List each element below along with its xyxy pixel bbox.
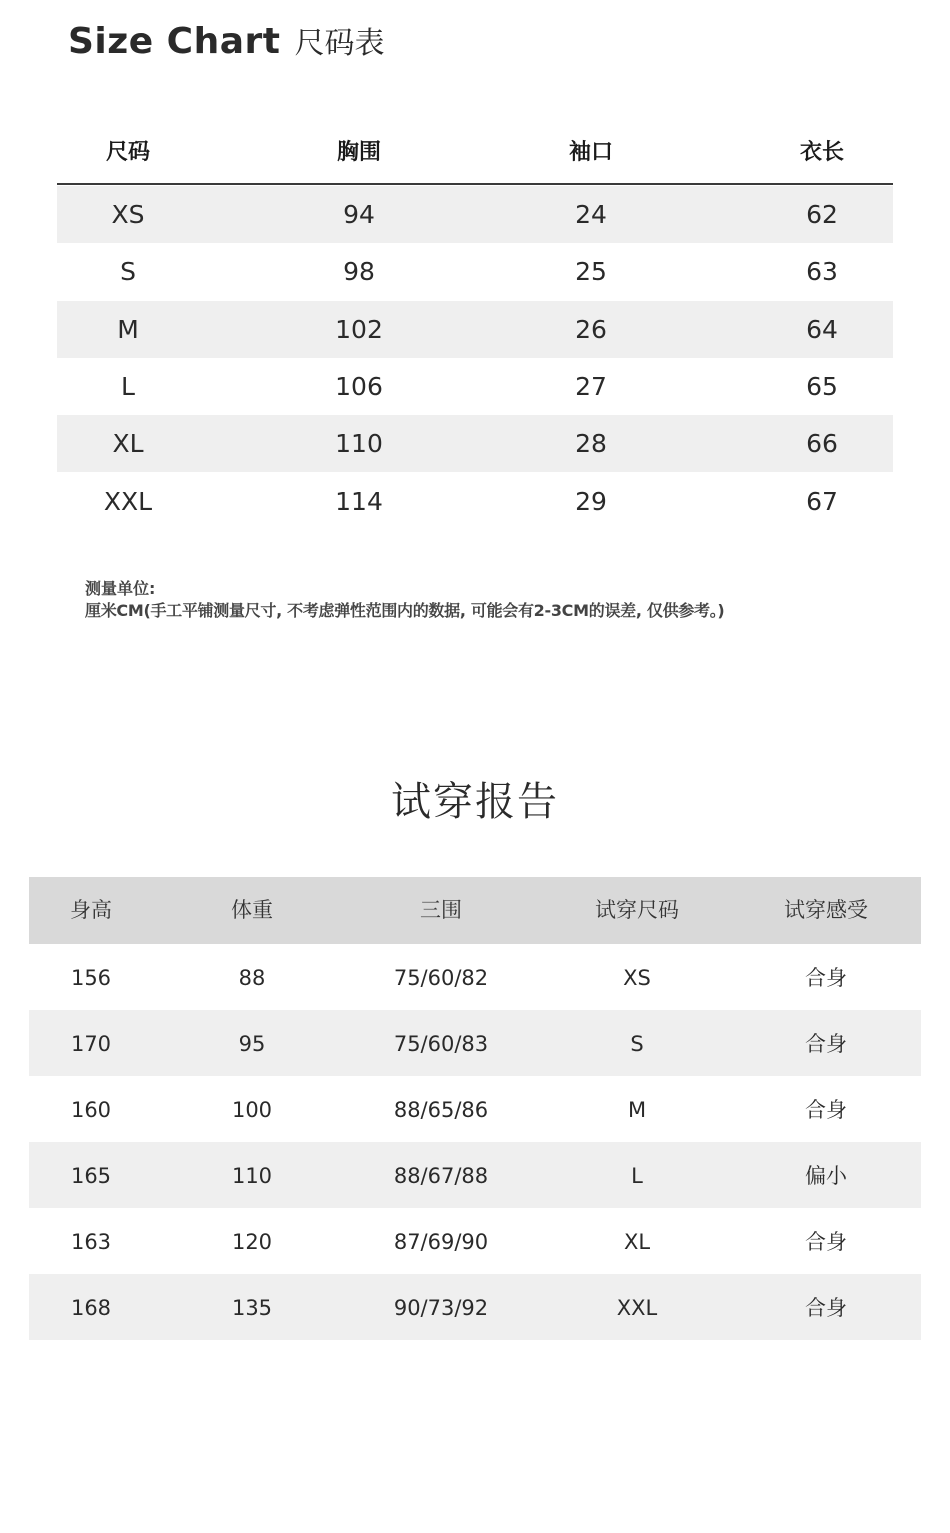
cell-length: 67 bbox=[806, 486, 838, 516]
cell-length: 66 bbox=[806, 429, 838, 459]
cell-size: M bbox=[117, 314, 139, 344]
cell-cuff: 24 bbox=[575, 200, 607, 230]
header-height: 身高 bbox=[70, 898, 112, 922]
cell-measurements: 88/65/86 bbox=[393, 1098, 489, 1122]
cell-length: 65 bbox=[806, 372, 838, 402]
cell-chest: 102 bbox=[335, 314, 383, 344]
header-size: 尺码 bbox=[105, 140, 150, 165]
cell-measurements: 75/60/83 bbox=[393, 1032, 489, 1056]
size-chart-header bbox=[57, 118, 893, 185]
cell-size: XL bbox=[112, 429, 144, 459]
header-weight: 体重 bbox=[231, 898, 273, 922]
table-row bbox=[29, 1274, 921, 1340]
cell-fit-feeling: 合身 bbox=[805, 966, 847, 990]
cell-cuff: 25 bbox=[575, 257, 607, 287]
measurement-note-text: 厘米CM(手工平铺测量尺寸, 不考虑弹性范围内的数据, 可能会有2-3CM的误差, 仅供参考。) bbox=[85, 601, 725, 620]
cell-height: 170 bbox=[70, 1032, 112, 1056]
cell-tried-size: XS bbox=[623, 966, 651, 990]
cell-fit-feeling: 合身 bbox=[805, 1230, 847, 1254]
cell-weight: 95 bbox=[238, 1032, 266, 1056]
cell-cuff: 27 bbox=[575, 372, 607, 402]
cell-size: S bbox=[120, 257, 136, 287]
cell-chest: 106 bbox=[335, 372, 383, 402]
size-chart-title-cn: 尺码表 bbox=[294, 26, 385, 61]
header-chest: 胸围 bbox=[336, 140, 381, 165]
header-measurements: 三围 bbox=[420, 898, 462, 922]
cell-weight: 100 bbox=[231, 1098, 273, 1122]
cell-tried-size: M bbox=[627, 1098, 647, 1122]
cell-fit-feeling: 合身 bbox=[805, 1296, 847, 1320]
table-row bbox=[57, 243, 893, 300]
try-on-report-title: 试穿报告 bbox=[391, 779, 559, 825]
table-row bbox=[57, 415, 893, 472]
cell-size: L bbox=[121, 372, 135, 402]
size-chart-table bbox=[57, 118, 893, 530]
cell-measurements: 90/73/92 bbox=[393, 1296, 489, 1320]
table-row bbox=[57, 301, 893, 358]
table-row bbox=[57, 358, 893, 415]
cell-chest: 98 bbox=[343, 257, 375, 287]
size-chart-title-en: Size Chart bbox=[68, 21, 281, 62]
cell-length: 64 bbox=[806, 314, 838, 344]
cell-weight: 135 bbox=[231, 1296, 273, 1320]
cell-fit-feeling: 合身 bbox=[805, 1098, 847, 1122]
header-fit-feeling: 试穿感受 bbox=[784, 898, 868, 922]
table-row bbox=[57, 472, 893, 529]
cell-tried-size: XL bbox=[623, 1230, 651, 1254]
table-row bbox=[29, 1076, 921, 1142]
try-on-header bbox=[29, 877, 921, 944]
header-tried-size: 试穿尺码 bbox=[595, 898, 679, 922]
cell-cuff: 28 bbox=[575, 429, 607, 459]
table-row bbox=[29, 1208, 921, 1274]
size-chart-body bbox=[57, 186, 893, 530]
table-row bbox=[29, 1142, 921, 1208]
cell-length: 63 bbox=[806, 257, 838, 287]
cell-measurements: 88/67/88 bbox=[393, 1164, 489, 1188]
cell-chest: 114 bbox=[335, 486, 383, 516]
measurement-note bbox=[85, 578, 724, 622]
cell-tried-size: S bbox=[630, 1032, 644, 1056]
cell-cuff: 26 bbox=[575, 314, 607, 344]
cell-fit-feeling: 合身 bbox=[805, 1032, 847, 1056]
cell-chest: 94 bbox=[343, 200, 375, 230]
measurement-note-label: 测量单位: bbox=[85, 579, 156, 598]
cell-height: 156 bbox=[70, 966, 112, 990]
try-on-body bbox=[29, 944, 921, 1340]
cell-weight: 88 bbox=[238, 966, 266, 990]
try-on-table bbox=[29, 877, 921, 1340]
cell-tried-size: XXL bbox=[616, 1296, 658, 1320]
cell-height: 160 bbox=[70, 1098, 112, 1122]
cell-height: 168 bbox=[70, 1296, 112, 1320]
cell-size: XS bbox=[111, 200, 145, 230]
cell-chest: 110 bbox=[335, 429, 383, 459]
cell-tried-size: L bbox=[631, 1164, 643, 1188]
size-chart-title bbox=[68, 18, 384, 68]
table-row bbox=[29, 944, 921, 1010]
cell-size: XXL bbox=[103, 486, 153, 516]
header-cuff: 袖口 bbox=[568, 140, 613, 165]
cell-cuff: 29 bbox=[575, 486, 607, 516]
cell-weight: 120 bbox=[231, 1230, 273, 1254]
cell-measurements: 87/69/90 bbox=[393, 1230, 489, 1254]
cell-length: 62 bbox=[806, 200, 838, 230]
table-row bbox=[57, 186, 893, 243]
header-length: 衣长 bbox=[799, 140, 844, 165]
cell-fit-feeling: 偏小 bbox=[805, 1164, 847, 1188]
cell-height: 165 bbox=[70, 1164, 112, 1188]
cell-height: 163 bbox=[70, 1230, 112, 1254]
cell-measurements: 75/60/82 bbox=[393, 966, 489, 990]
cell-weight: 110 bbox=[231, 1164, 273, 1188]
table-row bbox=[29, 1010, 921, 1076]
